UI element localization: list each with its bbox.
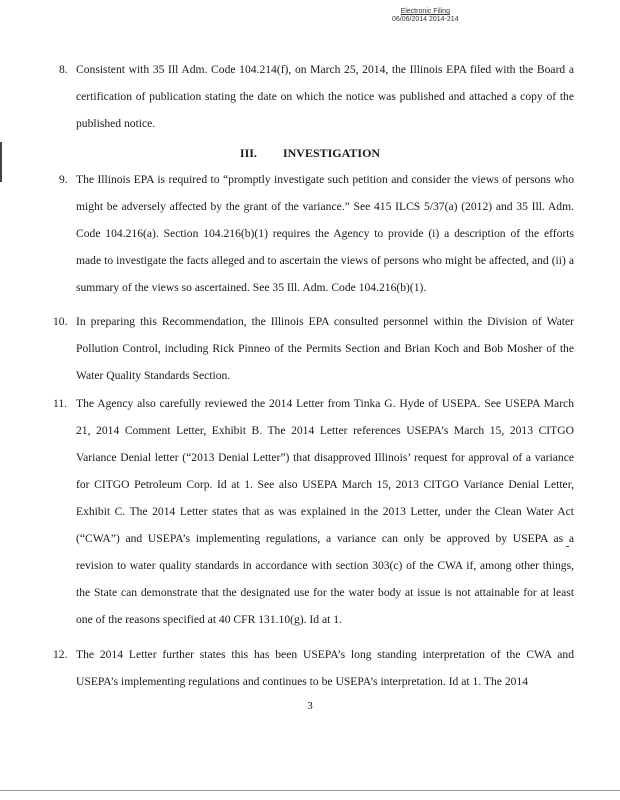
page-number: 3 — [307, 700, 313, 712]
section-heading — [0, 143, 620, 163]
paragraph-10: In preparing this Recommendation, the Illinois EPA consulted personnel within the Division of Water Pollution Control, including Rick Pinneo of the Permits Section and Brian Koch and Bob Mosher of the Water Quality Standards Section. — [76, 315, 574, 382]
stamp-line-2: 06/06/2014 2014-214 — [392, 16, 459, 23]
electronic-filing-stamp — [392, 8, 459, 24]
paragraph-9: The Illinois EPA is required to “promptly investigate such petition and consider the views of persons who might be adversely affected by the grant of the variance.” See 415 ILCS 5/37(a) (2012) and 35 Ill. Adm. Code 104.216(a). Section 104.216(b)(1) requires the Agency to provide (i) a description of the efforts made to investigate the facts alleged and to ascertain the views of persons who might be affected, and (ii) a summary of the views so ascertained. See 35 Ill. Adm. Code 104.216(b)(1). — [76, 173, 574, 294]
paragraph-number-8: 8. — [59, 63, 68, 76]
paragraph-8: Consistent with 35 Ill Adm. Code 104.214(f), on March 25, 2014, the Illinois EPA filed with the Board a certification of publication stating the date on which the notice was published and attached a copy of the published notice. — [76, 63, 574, 130]
paragraph-number-9: 9. — [59, 173, 68, 186]
scan-margin-mark — [0, 142, 2, 182]
scan-speck — [566, 546, 569, 547]
stamp-line-1: Electronic Filing — [400, 8, 450, 15]
section-heading-number: III. — [239, 146, 257, 160]
paragraph-number-10: 10. — [53, 315, 68, 328]
section-heading-title: INVESTIGATION — [282, 146, 381, 160]
paragraph-number-11: 11. — [53, 397, 68, 410]
paragraph-12: The 2014 Letter further states this has been USEPA’s long standing interpretation of the CWA and USEPA’s implementing regulations and continues to be USEPA’s interpretation. Id at 1. The 2014 — [76, 648, 574, 688]
paragraph-number-12: 12. — [53, 648, 68, 661]
paragraph-11: The Agency also carefully reviewed the 2014 Letter from Tinka G. Hyde of USEPA. See USEPA March 21, 2014 Comment Letter, Exhibit B. The 2014 Letter references USEPA’s March 15, 2013 CITGO Variance Denial letter (“2013 Denial Letter”) that disapproved Illinois’ request for approval of a variance for CITGO Petroleum Corp. Id at 1. See also USEPA March 15, 2013 CITGO Variance Denial Letter, Exhibit C. The 2014 Letter states that as was explained in the 2013 Letter, under the Clean Water Act (“CWA”) and USEPA’s implementing regulations, a variance can only be approved by USEPA as a revision to water quality standards in accordance with section 303(c) of the CWA if, among other things, the State can demonstrate that the designated use for the water body at issue is not attainable for at least one of the reasons specified at 40 CFR 131.10(g). Id at 1. — [76, 397, 574, 626]
scan-bottom-edge — [0, 790, 620, 791]
